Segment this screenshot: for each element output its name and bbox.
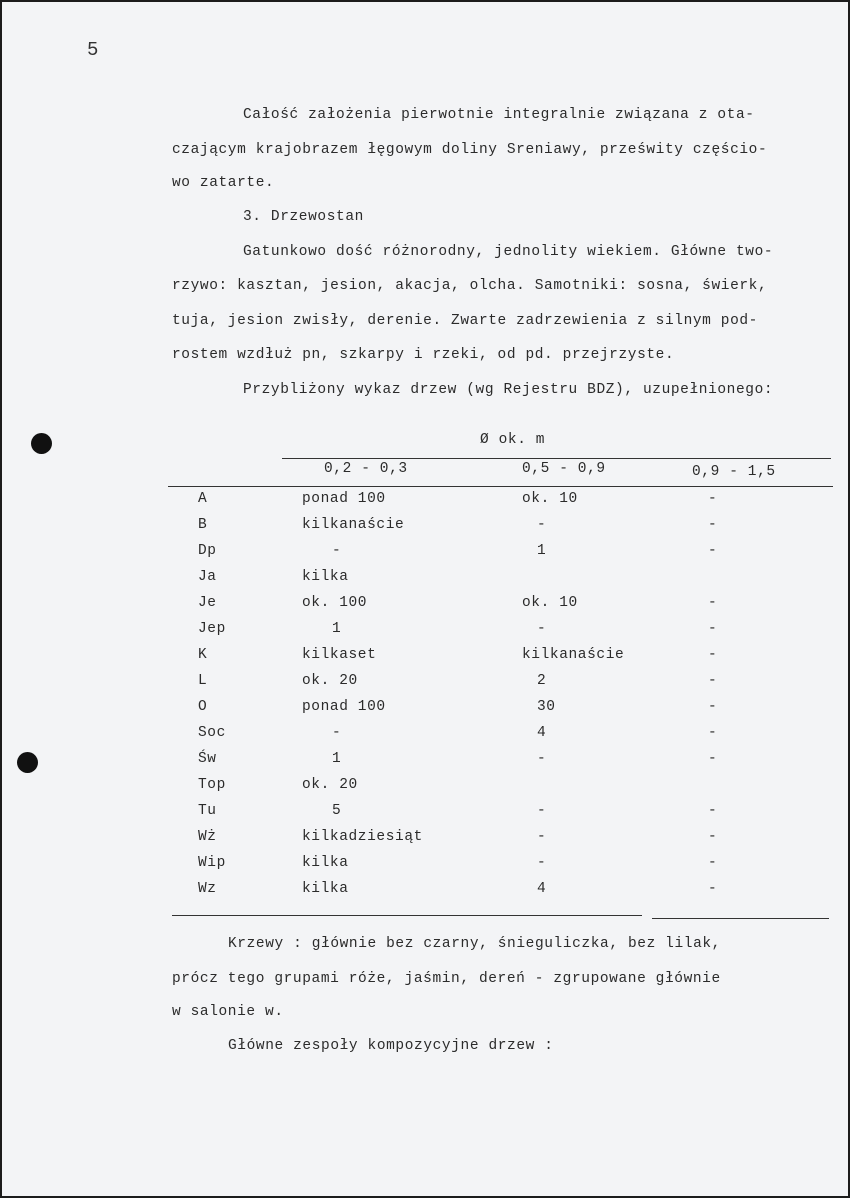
paragraph-line: Główne zespoły kompozycyjne drzew : (228, 1038, 554, 1054)
paragraph-line: rostem wzdłuż pn, szkarpy i rzeki, od pd. przejrzyste. (172, 347, 675, 363)
count-cell: ok. 10 (522, 491, 578, 507)
column-header: 0,9 - 1,5 (692, 464, 776, 480)
paragraph-line: prócz tego grupami róże, jaśmin, dereń - zgrupowane głównie (172, 971, 721, 987)
species-code-cell: Wż (198, 829, 217, 845)
count-cell: ponad 100 (302, 491, 386, 507)
count-cell: 1 (537, 543, 547, 559)
count-cell: - (537, 751, 547, 767)
paragraph-line: tuja, jesion zwisły, derenie. Zwarte zadrzewienia z silnym pod- (172, 313, 758, 329)
species-code-cell: Top (198, 777, 226, 793)
count-cell: ok. 100 (302, 595, 368, 611)
count-cell: kilka (302, 881, 349, 897)
species-code-cell: A (198, 491, 208, 507)
species-code-cell: Dp (198, 543, 217, 559)
count-cell: - (708, 881, 718, 897)
species-code-cell: Je (198, 595, 217, 611)
count-cell: kilkanaście (522, 647, 625, 663)
count-cell: kilkadziesiąt (302, 829, 423, 845)
count-cell: - (708, 491, 718, 507)
count-cell: kilkanaście (302, 517, 405, 533)
species-code-cell: Św (198, 751, 217, 767)
paragraph-line: Krzewy : głównie bez czarny, śnieguliczka, bez lilak, (228, 936, 721, 952)
count-cell: - (708, 517, 718, 533)
species-code-cell: B (198, 517, 208, 533)
punch-hole-upper (31, 433, 52, 454)
paragraph-line: Gatunkowo dość różnorodny, jednolity wiekiem. Główne two- (243, 244, 774, 260)
punch-hole-lower (17, 752, 38, 773)
count-cell: kilka (302, 855, 349, 871)
paragraph-line: czającym krajobrazem łęgowym doliny Sreniawy, prześwity częścio- (172, 142, 768, 158)
count-cell: ok. 20 (302, 777, 358, 793)
count-cell: - (708, 699, 718, 715)
species-code-cell: Jep (198, 621, 226, 637)
species-code-cell: O (198, 699, 208, 715)
table-rule-end-right (652, 918, 829, 919)
count-cell: 1 (332, 621, 342, 637)
count-cell: ok. 10 (522, 595, 578, 611)
species-code-cell: Ja (198, 569, 217, 585)
count-cell: - (332, 725, 342, 741)
species-code-cell: L (198, 673, 208, 689)
section-heading: 3. Drzewostan (243, 209, 364, 225)
column-header: 0,5 - 0,9 (522, 461, 606, 477)
paragraph-line: w salonie w. (172, 1004, 284, 1020)
count-cell: 5 (332, 803, 342, 819)
count-cell: - (708, 855, 718, 871)
table-rule-end-left (172, 915, 642, 916)
page-number: 5 (87, 39, 99, 61)
count-cell: 1 (332, 751, 342, 767)
count-cell: - (537, 855, 547, 871)
count-cell: - (708, 829, 718, 845)
count-cell: kilkaset (302, 647, 377, 663)
count-cell: 2 (537, 673, 547, 689)
table-group-header: Ø ok. m (480, 432, 546, 448)
paragraph-line: wo zatarte. (172, 175, 275, 191)
count-cell: kilka (302, 569, 349, 585)
column-header: 0,2 - 0,3 (324, 461, 408, 477)
count-cell: - (708, 673, 718, 689)
count-cell: - (537, 517, 547, 533)
count-cell: - (708, 595, 718, 611)
count-cell: - (537, 803, 547, 819)
count-cell: - (332, 543, 342, 559)
count-cell: 30 (537, 699, 556, 715)
count-cell: - (708, 543, 718, 559)
header-rule-top (282, 458, 831, 459)
count-cell: - (537, 829, 547, 845)
count-cell: 4 (537, 881, 547, 897)
count-cell: ok. 20 (302, 673, 358, 689)
count-cell: 4 (537, 725, 547, 741)
count-cell: - (708, 647, 718, 663)
count-cell: - (708, 751, 718, 767)
header-rule-bottom (168, 486, 833, 487)
table-intro: Przybliżony wykaz drzew (wg Rejestru BDZ), uzupełnionego: (243, 382, 774, 398)
species-code-cell: Soc (198, 725, 226, 741)
count-cell: - (708, 725, 718, 741)
count-cell: - (708, 621, 718, 637)
species-code-cell: Tu (198, 803, 217, 819)
count-cell: - (708, 803, 718, 819)
species-code-cell: Wip (198, 855, 226, 871)
count-cell: - (537, 621, 547, 637)
paragraph-line: rzywo: kasztan, jesion, akacja, olcha. Samotniki: sosna, świerk, (172, 278, 768, 294)
species-code-cell: K (198, 647, 208, 663)
count-cell: ponad 100 (302, 699, 386, 715)
paragraph-line: Całość założenia pierwotnie integralnie związana z ota- (243, 107, 755, 123)
species-code-cell: Wz (198, 881, 217, 897)
